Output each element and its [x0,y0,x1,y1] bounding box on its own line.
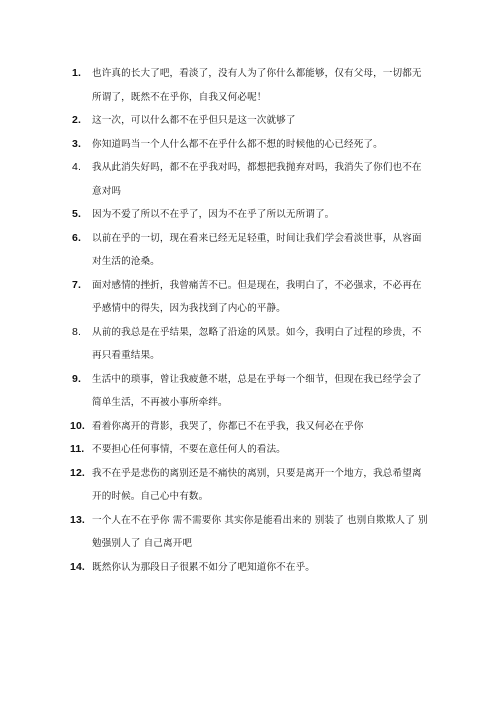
item-text: 你知道吗当一个人什么都不在乎什么都不想的时候他的心已经死了。 [92,138,383,150]
item-number: 14. [70,560,85,573]
list-item [70,556,430,580]
item-number: 10. [70,419,85,432]
item-number: 5. [72,208,81,220]
item-number: 12. [70,466,85,479]
item-text: 生活中的琐事，曾让我疲惫不堪，总是在乎每一个细节，但现在我已经学会了简单生活，不再被小事所牵绊。 [92,373,422,408]
list-item [70,274,430,321]
item-number: 4. [72,161,81,173]
item-text: 从前的我总是在乎结果，忽略了沿途的风景。如今，我明白了过程的珍贵，不再只看重结果。 [92,326,422,361]
list-item [70,462,430,509]
item-number: 3. [72,137,81,150]
list-item [70,156,430,203]
list-item [70,368,430,415]
list-item [70,203,430,227]
item-text: 因为不爱了所以不在乎了，因为不在乎了所以无所谓了。 [92,209,335,220]
list-item [70,62,430,109]
list-item [70,415,430,439]
item-text: 既然你认为那段日子很累不如分了吧知道你不在乎。 [92,561,315,573]
item-number: 7. [72,278,81,291]
item-number: 9. [72,372,81,385]
item-text: 我从此消失好吗，都不在乎我对吗，都想把我抛弃对吗，我消失了你们也不在意对吗 [92,162,422,197]
item-number: 8. [72,325,81,338]
quote-list [70,62,430,579]
item-number: 6. [72,231,81,244]
list-item [70,227,430,274]
list-item [70,109,430,133]
item-text: 一个人在不在乎你 需不需要你 其实你是能看出来的 别装了 也别自欺欺人了 别勉强别人了 自己离开吧 [92,514,428,549]
item-number: 11. [70,443,85,455]
item-text: 这一次，可以什么都不在乎但只是这一次就够了 [92,115,296,126]
item-text: 以前在乎的一切，现在看来已经无足轻重，时间让我们学会看淡世事，从容面对生活的沧桑。 [92,232,422,267]
item-number: 13. [70,513,85,526]
list-item [70,321,430,368]
list-item [70,438,430,462]
list-item [70,133,430,157]
item-text: 我不在乎是悲伤的离别还是不痛快的离别，只要是离开一个地方，我总希望离开的时候。自己心中有数。 [92,467,422,502]
item-number: 2. [72,114,81,126]
item-text: 看着你离开的背影，我哭了，你都已不在乎我，我又何必在乎你 [92,420,364,432]
item-text: 不要担心任何事情，不要在意任何人的看法。 [92,444,286,455]
item-text: 也许真的长大了吧，看淡了，没有人为了你什么都能够，仅有父母，一切都无所谓了，既然不在乎你，自我又何必呢！ [92,68,422,103]
list-item [70,509,430,556]
item-number: 1. [72,67,81,79]
item-text: 面对感情的挫折，我曾痛苦不已。但是现在，我明白了，不必强求，不必再在乎感情中的得失，因为我找到了内心的平静。 [92,279,422,314]
